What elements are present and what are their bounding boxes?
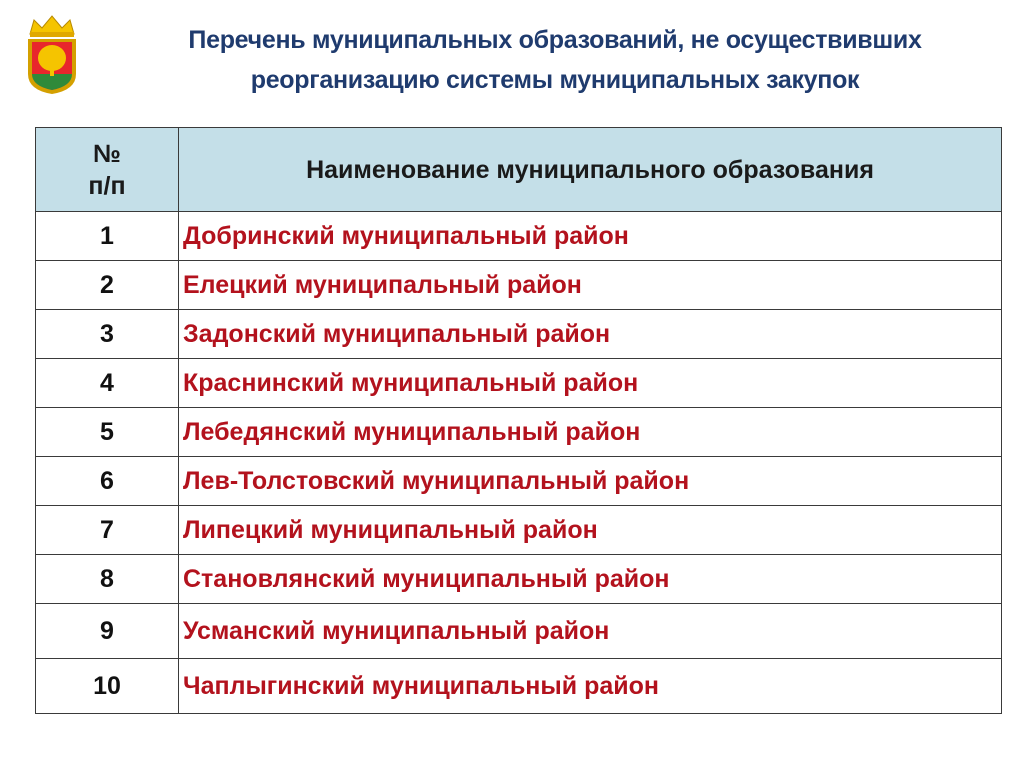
table-row xyxy=(36,604,1002,659)
table-row xyxy=(36,261,1002,310)
row-number: 9 xyxy=(36,604,179,659)
row-number: 1 xyxy=(36,212,179,261)
row-municipality-name: Чаплыгинский муниципальный район xyxy=(179,659,1002,714)
row-municipality-name: Лебедянский муниципальный район xyxy=(179,408,1002,457)
row-number: 7 xyxy=(36,506,179,555)
row-municipality-name: Добринский муниципальный район xyxy=(179,212,1002,261)
table-row xyxy=(36,457,1002,506)
row-municipality-name: Становлянский муниципальный район xyxy=(179,555,1002,604)
table-row xyxy=(36,408,1002,457)
table-row xyxy=(36,659,1002,714)
row-number: 6 xyxy=(36,457,179,506)
table-header-row xyxy=(36,128,1002,212)
table-row xyxy=(36,212,1002,261)
table-row xyxy=(36,506,1002,555)
header-number-symbol: № xyxy=(93,139,121,168)
table-row xyxy=(36,359,1002,408)
row-municipality-name: Задонский муниципальный район xyxy=(179,310,1002,359)
page-title xyxy=(100,20,1010,100)
row-number: 8 xyxy=(36,555,179,604)
coat-of-arms-icon xyxy=(20,12,84,96)
row-number: 2 xyxy=(36,261,179,310)
row-municipality-name: Усманский муниципальный район xyxy=(179,604,1002,659)
table-row xyxy=(36,555,1002,604)
page-title-line-1: Перечень муниципальных образований, не осуществивших xyxy=(188,26,922,54)
row-municipality-name: Краснинский муниципальный район xyxy=(179,359,1002,408)
row-number: 5 xyxy=(36,408,179,457)
row-number: 10 xyxy=(36,659,179,714)
municipalities-table xyxy=(35,127,1002,714)
table-row xyxy=(36,310,1002,359)
header-number xyxy=(36,128,179,212)
page-title-line-2: реорганизацию системы муниципальных закупок xyxy=(250,66,860,94)
row-number: 3 xyxy=(36,310,179,359)
header-name: Наименование муниципального образования xyxy=(179,128,1002,212)
header-number-abbr: п/п xyxy=(88,171,126,200)
row-number: 4 xyxy=(36,359,179,408)
row-municipality-name: Лев-Толстовский муниципальный район xyxy=(179,457,1002,506)
row-municipality-name: Елецкий муниципальный район xyxy=(179,261,1002,310)
row-municipality-name: Липецкий муниципальный район xyxy=(179,506,1002,555)
